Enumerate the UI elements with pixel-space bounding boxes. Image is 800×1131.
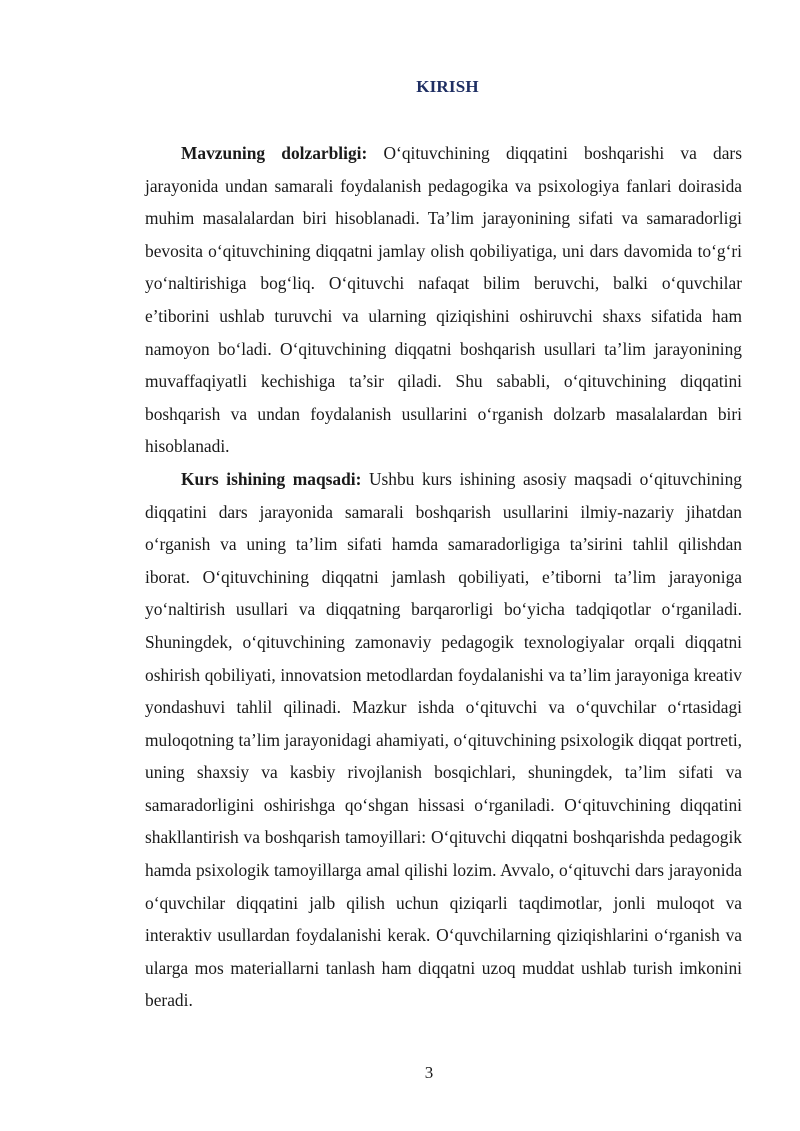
paragraph-heading: Mavzuning dolzarbligi: xyxy=(181,143,368,163)
body-text xyxy=(145,137,742,1017)
paragraph-relevance xyxy=(145,137,742,463)
page-title: KIRISH xyxy=(416,77,479,96)
page-number: 3 xyxy=(424,1063,434,1082)
paragraph-text: O‘qituvchining diqqatini boshqarishi va dars jarayonida undan samarali foydalanish pedagogika va psixologiya fanlari doirasida muhim masalalardan biri hisoblanadi. Ta’lim jarayonining sifati va samaradorligi bevosita o‘qituvchining diqqatni jamlay olish qobiliyatiga, uni dars davomida to‘g‘ri yo‘naltirishiga bog‘liq. O‘qituvchi nafaqat bilim beruvchi, balki o‘quvchilar e’tiborini ushlab turuvchi va ularning qiziqishini oshiruvchi shaxs sifatida ham namoyon bo‘ladi. O‘qituvchining diqqatni boshqarish usullari ta’lim jarayonining muvaffaqiyatli kechishiga ta’sir qiladi. Shu sababli, o‘qituvchining diqqatini boshqarish va undan foydalanish usullarini o‘rganish dolzarb masalalardan biri hisoblanadi. xyxy=(145,143,742,457)
paragraph-heading: Kurs ishining maqsadi: xyxy=(181,468,362,489)
paragraph-goal xyxy=(145,463,742,1017)
paragraph-text: Ushbu kurs ishining asosiy maqsadi o‘qituvchining diqqatini dars jarayonida samarali boshqarish usullarini ilmiy-nazariy jihatdan o‘rganish va uning ta’lim sifati hamda samaradorligiga ta’sirini tahlil qilishdan iborat. O‘qituvchining diqqatni jamlash qobiliyati, e’tiborni ta’lim jarayoniga yo‘naltirish usullari va diqqatning barqarorligi bo‘yicha tadqiqotlar o‘rganiladi. Shuningdek, o‘qituvchining zamonaviy pedagogik texnologiyalar orqali diqqatni oshirish qobiliyati, innovatsion metodlardan foydalanishi va ta’lim jarayoniga kreativ yondashuvi tahlil qilinadi. Mazkur ishda o‘qituvchi va o‘quvchilar o‘rtasidagi muloqotning ta’lim jarayonidagi ahamiyati, o‘qituvchining psixologik diqqat portreti, uning shaxsiy va kasbiy rivojlanish bosqichlari, shuningdek, ta’lim sifati va samaradorligini oshirishga qo‘shgan hissasi o‘rganiladi. O‘qituvchining diqqatini shakllantirish va boshqarish tamoyillari: O‘qituvchi diqqatni boshqarishda pedagogik hamda psixologik tamoyillarga amal qilishi lozim. Avvalo, o‘qituvchi dars jarayonida o‘quvchilar diqqatini jalb qilish uchun qiziqarli taqdimotlar, jonli muloqot va interaktiv usullardan foydalanishi kerak. O‘quvchilarning qiziqishlarini o‘rganish va ularga mos materiallarni tanlash ham diqqatni uzoq muddat ushlab turish imkonini beradi. xyxy=(145,468,743,1011)
